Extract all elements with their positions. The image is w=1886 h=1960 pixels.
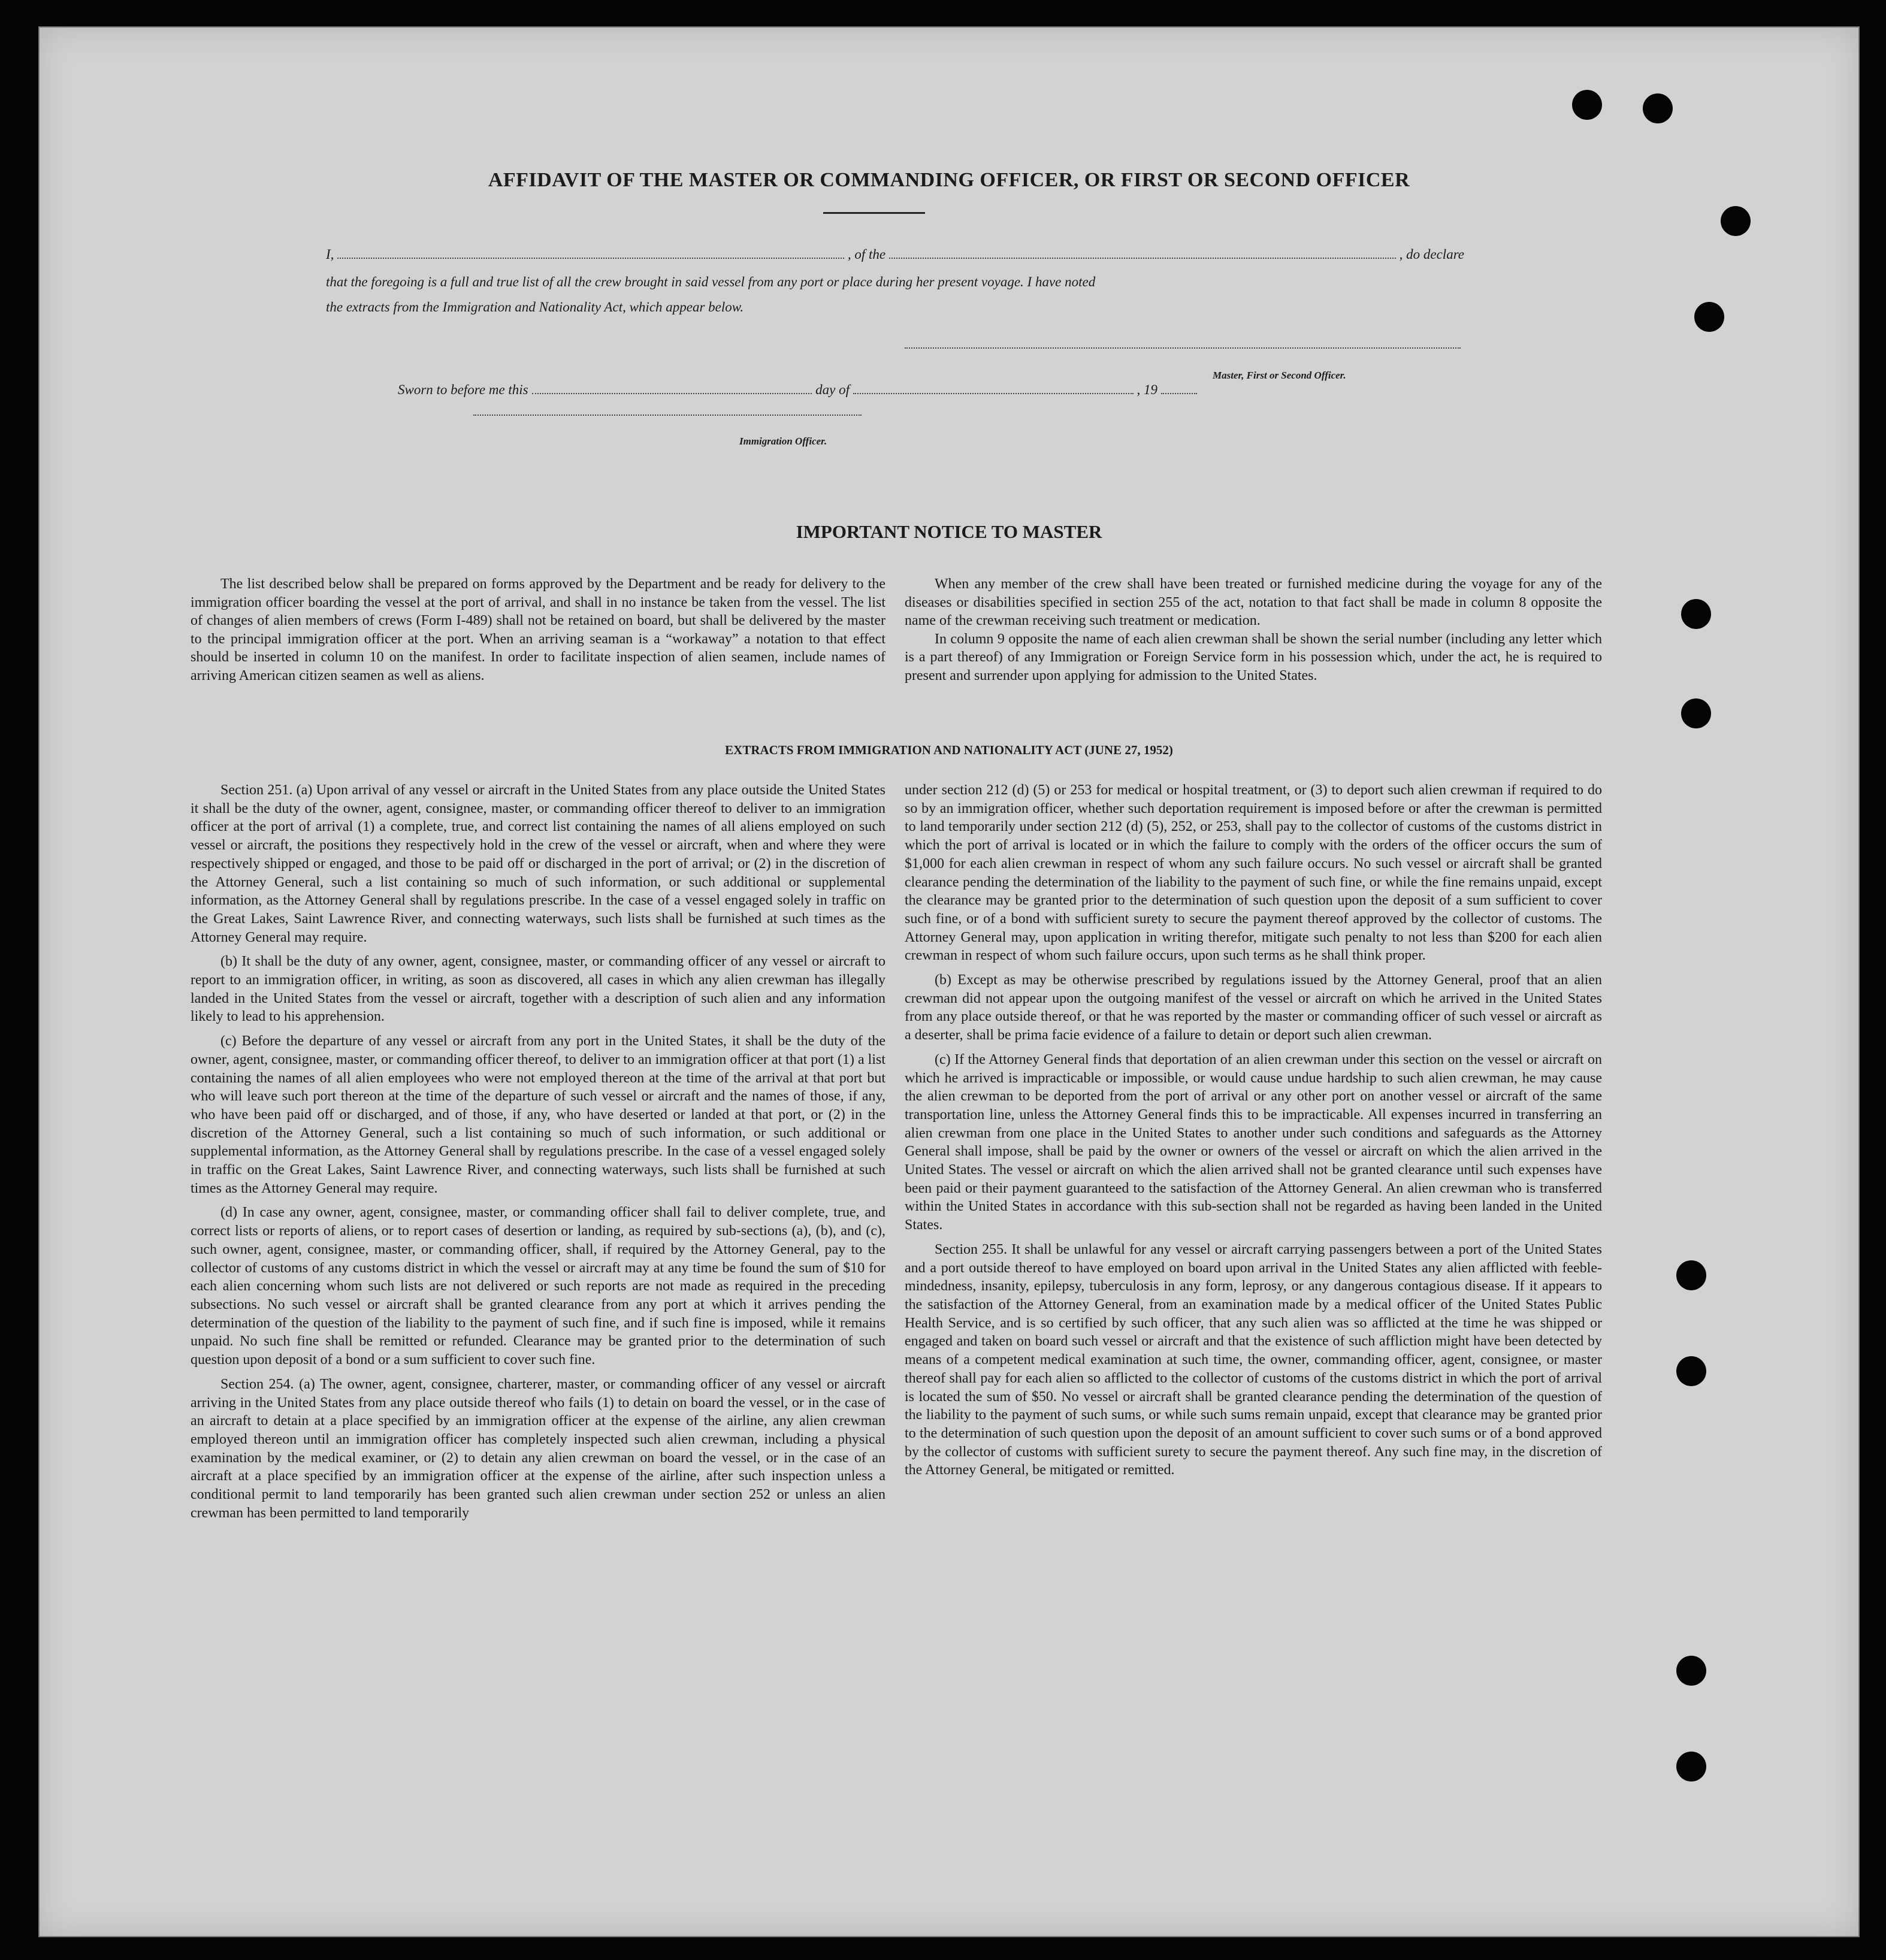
affidavit-title: AFFIDAVIT OF THE MASTER OR COMMANDING OFFICER, OR FIRST OR SECOND OFFICER	[488, 169, 1410, 191]
punch-hole	[1643, 93, 1673, 123]
extracts-left-column	[191, 781, 885, 1528]
punch-hole	[1572, 90, 1602, 120]
section-254a-continued: under section 212 (d) (5) or 253 for medical or hospital treatment, or (3) to deport such alien crewman if required to do so by an immigration officer, whether such deportation requirement is imposed before or after the crewman is permitted to land temporarily under section 212 (d) (5), 252, or 253, shall pay to the collector of customs of the customs district in which the port of arrival is located or in which the failure to comply with the orders of the officer occurs the sum of $1,000 for each alien crewman in respect of whom any such failure occurs. No such vessel or aircraft shall be granted clearance pending the determination of the liability to the payment of such fine, or while the fine remains unpaid, except the clearance may be granted prior to the determination of such question upon the deposit of a sum sufficient to cover such fine, or of a bond with sufficient surety to secure the payment thereof approved by the collector of customs. The Attorney General may, upon application in writing therefor, mitigate such penalty to not less than $200 for each alien crewman in respect of whom such failure occurs, upon such terms as he shall think proper.	[905, 782, 1602, 964]
year-label: , 19	[1137, 382, 1157, 397]
notice-right-paragraph: When any member of the crew shall have been treated or furnished medicine during the voyage for any of the diseases or disabilities specified in section 255 of the act, notation to that fact shall be made in column 8 opposite the name of the crewman receiving such treatment or medication.	[905, 576, 1602, 629]
punch-hole	[1681, 599, 1711, 629]
section-251d: (d) In case any owner, agent, consignee, master, or commanding officer shall fail to deliver complete, true, and correct lists or reports of aliens, or to report cases of desertion or landing, as required by sub-sections (a), (b), and (c), such owner, agent, consignee, master, or commanding officer, shall, if required by the Attorney General, pay to the collector of customs of any customs district in which the vessel or aircraft may at any time be found the sum of $10 for each alien concerning whom such lists are not delivered or such reports are not made as required in the preceding subsections. No such vessel or aircraft shall be granted clearance from any port at which it arrives pending the determination of the question of the liability to the payment of such fine, and if such fine is imposed, while it remains unpaid. No such fine shall be remitted or refunded. Clearance may be granted prior to the determination of such question upon deposit of a bond or a sum sufficient to cover such fine.	[191, 1205, 885, 1368]
vessel-field[interactable]	[889, 258, 1395, 259]
extracts-heading: EXTRACTS FROM IMMIGRATION AND NATIONALITY ACT (JUNE 27, 1952)	[725, 743, 1173, 757]
section-254b: (b) Except as may be otherwise prescribed by regulations issued by the Attorney General, proof that an alien crewman did not appear upon the outgoing manifest of the vessel or aircraft on which he arrived in the United States from any place outside thereof, or that he was reported by the master or commanding officer of such vessel or aircraft as a deserter, shall be prima facie evidence of a failure to detain or deport such alien crewman.	[905, 972, 1602, 1043]
document-page	[38, 26, 1860, 1937]
notice-right-column	[905, 575, 1602, 691]
punch-hole	[1676, 1656, 1706, 1686]
declaration-block	[326, 247, 1464, 474]
punch-hole	[1676, 1260, 1706, 1290]
sworn-line	[398, 382, 1201, 398]
section-255: Section 255. It shall be unlawful for any vessel or aircraft carrying passengers between a port of the United States and a port outside thereof to have employed on board upon arrival in the United States any alien afflicted with feeble-mindedness, insanity, epilepsy, tuberculosis in any form, leprosy, or any dangerous contagious disease. If it appears to the satisfaction of the Attorney General, from an examination made by a medical officer of the United States Public Health Service, and is so certified by such officer, that any such alien was so afflicted at the time he was shipped or engaged and taken on board such vessel or aircraft and that the existence of such affliction might have been detected by means of a competent medical examination at such time, the owner, commanding officer, agent, consignee, or master thereof shall pay for each alien so afflicted to the collector of customs of the customs district in which the port of arrival is located the sum of $50. No vessel or aircraft shall be granted clearance pending the determination of the question of the liability to the payment of such sums, or while such sums remain unpaid, except that clearance may be granted prior to the determination of such question upon the deposit of an amount sufficient to cover such sums or of a bond approved by the collector of customs with sufficient surety to secure the payment thereof. Any such fine may, in the discretion of the Attorney General, be mitigated or remitted.	[905, 1241, 1602, 1478]
section-251c: (c) Before the departure of any vessel or aircraft from any port in the United States, it shall be the duty of the owner, agent, consignee, master, or commanding officer thereof, to deliver to an immigration officer at that port (1) a list containing the names of all alien employees who were not employed thereon at the time of the arrival at that port but who will leave such port thereon at the time of the departure of such vessel or aircraft and the names of those, if any, who have been paid off or discharged, and of those, if any, who have deserted or landed at that port, or (2) in the discretion of the Attorney General, such a list containing so much of such information, or such additional or supplemental information, as the Attorney General shall by regulations prescribe. In the case of a vessel engaged solely in traffic on the Great Lakes, Saint Lawrence River, and connecting waterways, such lists shall be furnished at such times as the Attorney General may require.	[191, 1033, 885, 1196]
section-254c: (c) If the Attorney General finds that deportation of an alien crewman under this section on the vessel or aircraft on which he arrived is impracticable or impossible, or would cause undue hardship to such alien crewman, he may cause the alien crewman to be deported from the port of arrival or any other port on another vessel or aircraft of the same transportation line, unless the Attorney General finds this to be impracticable. All expenses incurred in transferring an alien crewman from one place in the United States to another under such conditions and safeguards as the Attorney General shall impose, shall be paid by the owner or owners of the vessel or aircraft on which the alien arrived in the United States. The vessel or aircraft on which the alien arrived shall not be granted clearance until such expenses have been paid or their payment guaranteed to the satisfaction of the Attorney General. An alien crewman who is transferred within the United States in accordance with this sub-section shall not be regarded as having been landed in the United States.	[905, 1051, 1602, 1233]
declaration-i: I,	[326, 247, 334, 262]
section-251b: (b) It shall be the duty of any owner, agent, consignee, master, or commanding officer of any vessel or aircraft to report to an immigration officer, in writing, as soon as discovered, all cases in which any alien crewman has illegally landed in the United States from the vessel or aircraft, together with a description of such alien and any information likely to lead to his apprehension.	[191, 954, 885, 1025]
day-of-label: day of	[815, 382, 850, 397]
punch-hole	[1721, 206, 1751, 236]
year-field[interactable]	[1161, 393, 1197, 394]
declaration-line-3: the extracts from the Immigration and Nationality Act, which appear below.	[326, 300, 744, 314]
sworn-day-field[interactable]	[532, 393, 812, 394]
title-underline	[823, 212, 925, 214]
notice-right-paragraph: In column 9 opposite the name of each alien crewman shall be shown the serial number (including any letter which is a part thereof) of any Immigration or Foreign Service form in his possession which, under the act, he is required to present and surrender upon applying for admission to the United States.	[905, 631, 1602, 683]
officer-signature-field[interactable]	[473, 415, 862, 416]
extracts-right-column	[905, 781, 1602, 1486]
notice-left-paragraph: The list described below shall be prepared on forms approved by the Department and be ready for delivery to the immigration officer boarding the vessel at the port of arrival, and shall in no instance be taken from the vessel. The list of changes of alien members of crews (Form I-489) shall not be retained on board, but shall be delivered by the master to the principal immigration officer at the port. When an arriving seaman is a “workaway” a notation to that effect should be inserted in column 10 on the manifest. In order to facilitate inspection of alien seamen, include names of arriving American citizen seamen as well as aliens.	[191, 576, 885, 683]
declaration-do-declare: , do declare	[1399, 247, 1465, 262]
officer-signature-line	[470, 415, 865, 419]
declaration-line-2: that the foregoing is a full and true list of all the crew brought in said vessel from any port or place during her present voyage. I have noted	[326, 274, 1096, 289]
master-signature-line	[901, 347, 1464, 352]
punch-hole	[1676, 1752, 1706, 1781]
master-label: Master, First or Second Officer.	[1213, 370, 1346, 381]
sworn-label: Sworn to before me this	[398, 382, 528, 397]
punch-hole	[1694, 302, 1724, 332]
sworn-month-field[interactable]	[853, 393, 1134, 394]
name-field[interactable]	[337, 258, 844, 259]
notice-left-column	[191, 575, 885, 691]
officer-label: Immigration Officer.	[739, 435, 827, 447]
declaration-of-the: , of the	[847, 247, 886, 262]
section-254a: Section 254. (a) The owner, agent, consignee, charterer, master, or commanding officer of any vessel or aircraft arriving in the United States from any place outside thereof who fails (1) to detain on board the vessel, or in the case of an aircraft to detain at a place specified by an immigration officer at the expense of the airline, any alien crewman employed thereon until an immigration officer has completely inspected such alien crewman, including a physical examination by the medical examiner, or (2) to detain any alien crewman on board the vessel, or in the case of an aircraft at a place specified by an immigration officer at the expense of the airline, after such inspection unless a conditional permit to land temporarily has been granted such alien crewman under section 252 or unless an alien crewman has been permitted to land temporarily	[191, 1376, 885, 1521]
master-signature-field[interactable]	[905, 347, 1461, 349]
notice-heading: IMPORTANT NOTICE TO MASTER	[796, 521, 1102, 542]
punch-hole	[1676, 1356, 1706, 1386]
declaration-line-1	[326, 247, 1464, 262]
punch-hole	[1681, 698, 1711, 728]
section-251a: Section 251. (a) Upon arrival of any vessel or aircraft in the United States from any place outside the United States it shall be the duty of the owner, agent, consignee, master, or commanding officer thereof to deliver to an immigration officer at the port of arrival (1) a complete, true, and correct list containing the names of all aliens employed on such vessel or aircraft, the positions they respectively hold in the crew of the vessel or aircraft, when and where they were respectively shipped or engaged, and those to be paid off or discharged in the port of arrival; or (2) in the discretion of the Attorney General, such a list containing so much of such information, or such additional or supplemental information, as the Attorney General shall by regulations prescribe. In the case of a vessel engaged solely in traffic on the Great Lakes, Saint Lawrence River, and connecting waterways, such lists shall be furnished at such times as the Attorney General may require.	[191, 782, 885, 945]
